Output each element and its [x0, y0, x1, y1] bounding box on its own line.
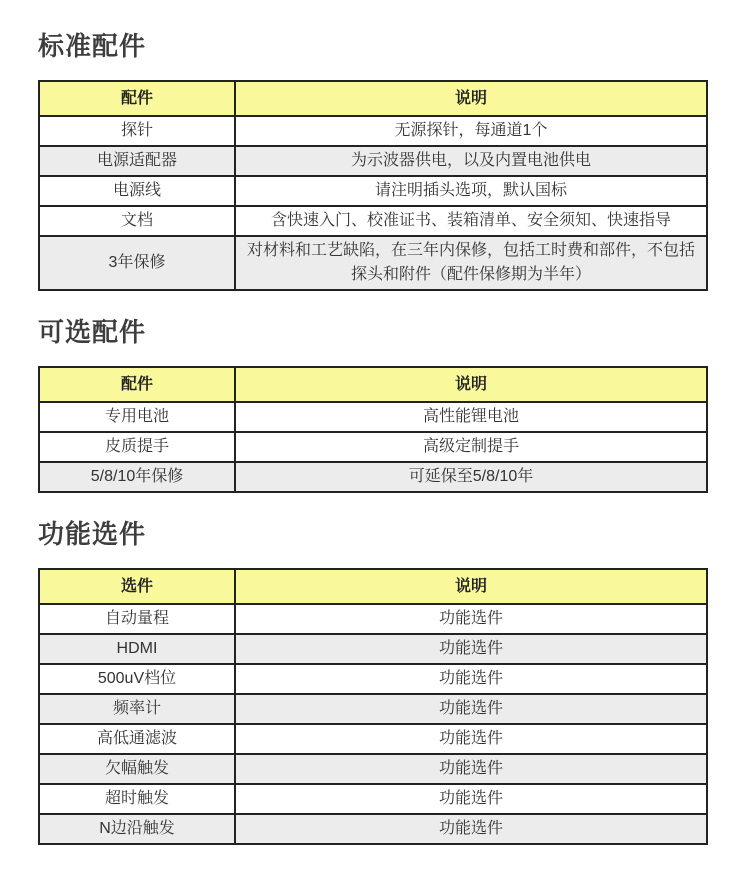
option-name: 超时触发: [39, 784, 235, 814]
table-row: [39, 146, 707, 176]
column-header-description: 说明: [235, 367, 707, 402]
table-row: [39, 236, 707, 290]
option-description: 功能选件: [235, 754, 707, 784]
optional-accessories-table: [38, 366, 708, 493]
accessory-description: 可延保至5/8/10年: [235, 462, 707, 492]
table-row: [39, 634, 707, 664]
table-row: [39, 724, 707, 754]
accessory-name: 电源线: [39, 176, 235, 206]
accessory-description: 含快速入门、校准证书、装箱清单、安全须知、快速指导: [235, 206, 707, 236]
option-description: 功能选件: [235, 814, 707, 844]
option-description: 功能选件: [235, 634, 707, 664]
column-header-description: 说明: [235, 569, 707, 604]
section-standard-accessories: [38, 26, 710, 291]
accessory-name: 3年保修: [39, 236, 235, 290]
accessory-description: 无源探针，每通道1个: [235, 116, 707, 146]
table-header-row: [39, 569, 707, 604]
option-name: 频率计: [39, 694, 235, 724]
column-header-description: 说明: [235, 81, 707, 116]
table-row: [39, 784, 707, 814]
option-description: 功能选件: [235, 724, 707, 754]
table-row: [39, 754, 707, 784]
accessory-name: 专用电池: [39, 402, 235, 432]
accessory-description: 请注明插头选项，默认国标: [235, 176, 707, 206]
column-header-option: 选件: [39, 569, 235, 604]
table-row: [39, 814, 707, 844]
function-options-table: [38, 568, 708, 845]
table-header-row: [39, 81, 707, 116]
section-function-options: [38, 514, 710, 845]
option-name: 自动量程: [39, 604, 235, 634]
accessory-name: 文档: [39, 206, 235, 236]
section-title-standard-accessories: 标准配件: [38, 31, 147, 61]
table-row: [39, 462, 707, 492]
accessory-description: 高性能锂电池: [235, 402, 707, 432]
section-title-optional-accessories: 可选配件: [38, 317, 147, 347]
option-description: 功能选件: [235, 694, 707, 724]
table-row: [39, 694, 707, 724]
accessory-name: 探针: [39, 116, 235, 146]
accessory-name: 皮质提手: [39, 432, 235, 462]
section-optional-accessories: [38, 312, 710, 493]
table-row: [39, 176, 707, 206]
option-name: 高低通滤波: [39, 724, 235, 754]
option-name: 500uV档位: [39, 664, 235, 694]
table-row: [39, 604, 707, 634]
accessory-name: 5/8/10年保修: [39, 462, 235, 492]
option-name: 欠幅触发: [39, 754, 235, 784]
option-description: 功能选件: [235, 784, 707, 814]
accessory-description: 为示波器供电，以及内置电池供电: [235, 146, 707, 176]
table-row: [39, 116, 707, 146]
accessory-name: 电源适配器: [39, 146, 235, 176]
column-header-accessory: 配件: [39, 81, 235, 116]
standard-accessories-table: [38, 80, 708, 291]
column-header-accessory: 配件: [39, 367, 235, 402]
option-description: 功能选件: [235, 604, 707, 634]
section-title-function-options: 功能选件: [38, 519, 147, 549]
accessory-description: 对材料和工艺缺陷，在三年内保修，包括工时费和部件，不包括探头和附件（配件保修期为半年）: [235, 236, 707, 290]
option-name: HDMI: [39, 634, 235, 664]
option-name: N边沿触发: [39, 814, 235, 844]
table-header-row: [39, 367, 707, 402]
table-row: [39, 664, 707, 694]
table-row: [39, 402, 707, 432]
table-row: [39, 432, 707, 462]
accessory-description: 高级定制提手: [235, 432, 707, 462]
table-row: [39, 206, 707, 236]
option-description: 功能选件: [235, 664, 707, 694]
